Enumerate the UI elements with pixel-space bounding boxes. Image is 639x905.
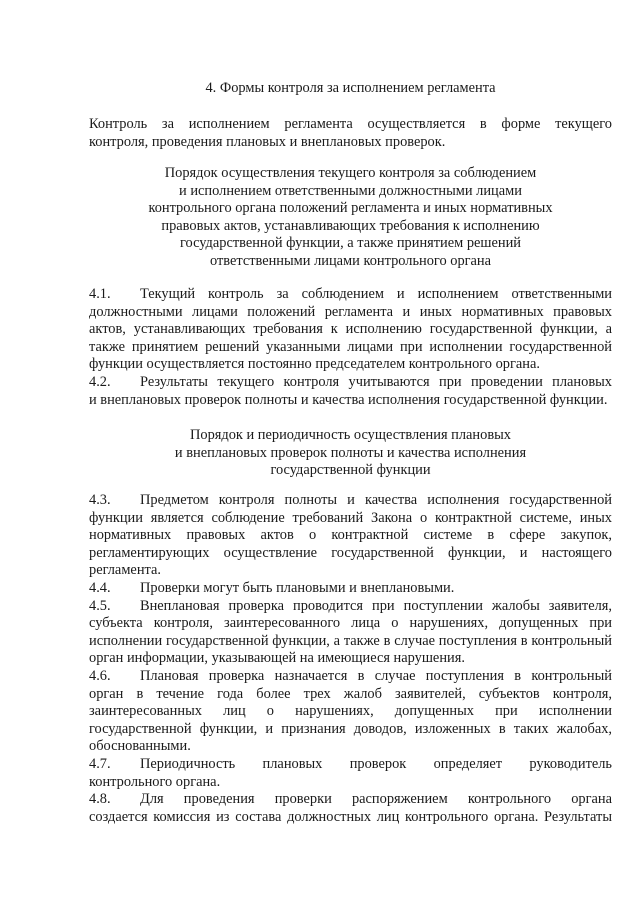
clause-text-line: контрольного органа. — [89, 773, 221, 790]
clause-text-line: регламента. — [89, 562, 161, 579]
clause-text-line: государственной функции, и признания доводов, изложенных в таких жалобах, — [89, 720, 612, 737]
clause-number: 4.8. — [89, 791, 111, 808]
clause-number: 4.7. — [89, 756, 111, 772]
clause-number: 4.2. — [89, 374, 111, 390]
clause-text-line: Периодичность плановых проверок определяет руководитель — [140, 756, 612, 772]
subheading-line: и внеплановых проверок полноты и качества исполнения — [174, 444, 527, 461]
section-title: 4. Формы контроля за исполнением регламента — [205, 80, 496, 96]
clause-text-line: Предметом контроля полноты и качества исполнения государственной — [140, 492, 612, 508]
clause-text-line: Результаты текущего контроля учитываются при проведении плановых — [140, 374, 612, 390]
clause-number: 4.4. — [89, 580, 111, 596]
subheading-line: Порядок и периодичность осуществления плановых — [190, 427, 511, 443]
clause-text-line: и внеплановых проверок полноты и качества исполнения государственной функции. — [89, 391, 608, 408]
clause-text-line: Для проведения проверки распоряжением контрольного органа — [140, 791, 612, 808]
clause-text-line: создается комиссия из состава должностных лиц контрольного органа. Результаты — [89, 808, 612, 825]
clause-text-line: Текущий контроль за соблюдением и исполнением ответственными — [140, 286, 612, 302]
intro-line: контроля, проведения плановых и внеплановых проверок. — [89, 133, 446, 150]
subheading-line: контрольного органа положений регламента и иных нормативных — [148, 200, 553, 217]
clause-text-line: орган информации, указывающей на имеющиеся нарушения. — [89, 650, 465, 667]
subheading-line: государственной функции — [270, 462, 431, 479]
clause-text-line: Внеплановая проверка проводится при поступлении жалобы заявителя, — [140, 597, 612, 614]
subheading-line: ответственными лицами контрольного органа — [209, 253, 492, 269]
clause-text-line: должностными лицами положений регламента и иных нормативных правовых — [89, 303, 612, 320]
clause-text-line: актов, устанавливающих требования к исполнению государственной функции, а — [89, 321, 612, 338]
clause-number: 4.1. — [89, 286, 111, 302]
clause-text-line: функции осуществляется постоянно председателем контрольного органа. — [89, 356, 540, 373]
clause-text-line: функции является соблюдение требований Закона о контрактной системе, иных — [89, 509, 612, 526]
clause-text-line: Плановая проверка назначается в случае поступления в контрольный — [140, 668, 612, 684]
clause-text-line: Проверки могут быть плановыми и внеплановыми. — [140, 580, 455, 596]
clause-text-line: заинтересованных лиц о нарушениях, допущенных при исполнении — [89, 703, 612, 720]
subheading-line: и исполнением ответственными должностными лицами — [179, 182, 522, 199]
clause-text-line: субъекта контроля, заинтересованного лица о нарушениях, допущенных при — [89, 615, 612, 632]
clause-number: 4.3. — [89, 492, 111, 508]
clause-text-line: регламентирующих осуществление государственной функции, и настоящего — [89, 544, 612, 561]
clause-number: 4.6. — [89, 668, 111, 684]
clause-text-line: обоснованными. — [89, 738, 191, 755]
clause-text-line: исполнении государственной функции, а также в случае поступления в контрольный — [89, 632, 612, 649]
clause-text-line: орган в течение года более трех жалоб заявителей, субъектов контроля, — [89, 685, 612, 702]
subheading-line: правовых актов, устанавливающих требования к исполнению — [161, 217, 540, 234]
subheading-line: Порядок осуществления текущего контроля за соблюдением — [164, 165, 537, 181]
clause-text-line: нормативных правовых актов о контрактной системе в сфере закупок, — [89, 527, 612, 544]
intro-line: Контроль за исполнением регламента осуществляется в форме текущего — [89, 116, 612, 132]
clause-number: 4.5. — [89, 597, 111, 614]
clause-text-line: также принятием решений указанными лицами при исполнении государственной — [89, 338, 612, 355]
subheading-line: государственной функции, а также принятием решений — [179, 235, 522, 252]
